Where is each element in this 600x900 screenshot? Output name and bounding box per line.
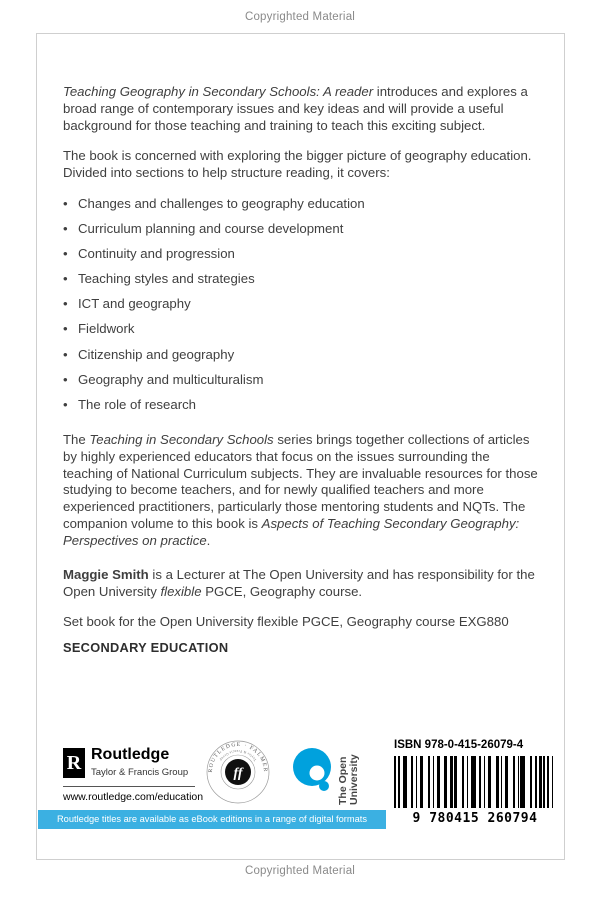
topic-label: Curriculum planning and course development (78, 221, 344, 237)
intro-text: introduces and explores a broad range of contemporary issues and key ideas and will provide a useful background for those teaching and training to teach this exciting subject. (63, 84, 528, 133)
series-lead: The (63, 432, 90, 447)
isbn-label: ISBN 978-0-415-26079-4 (394, 739, 524, 751)
topic-item (63, 296, 541, 313)
topic-label: Geography and multiculturalism (78, 371, 264, 387)
routledge-tagline: Taylor & Francis Group (91, 767, 189, 778)
intro-paragraph (63, 84, 541, 134)
isbn-block (386, 737, 564, 834)
topic-label: Continuity and progression (78, 246, 235, 262)
routledge-wordmark: Routledge (91, 746, 170, 763)
companion-title-italic: Aspects of Teaching Secondary Geography: Perspectives on practice (63, 515, 520, 548)
topic-item (63, 347, 541, 364)
ou-wordmark-line2: University (348, 754, 360, 805)
open-university-wordmark-vertical (338, 745, 360, 805)
topic-item (63, 397, 541, 414)
series-paragraph (63, 432, 541, 550)
routledge-monogram-icon: R (63, 748, 85, 778)
topic-item (63, 372, 541, 389)
ou-wordmark-line1: The Open (337, 756, 349, 805)
topic-label: Fieldwork (78, 321, 135, 337)
overview-paragraph: The book is concerned with exploring the bigger picture of geography education. Divided into sections to help structure reading, it covers: (63, 148, 532, 180)
routledge-url: www.routledge.com/education (63, 791, 204, 803)
copyright-notice-top: Copyrighted Material (244, 11, 356, 23)
author-body-1: is a Lecturer at The Open University and has responsibility for the Open University (63, 567, 535, 599)
flexible-italic: flexible (160, 583, 202, 599)
routledge-falmer-stamp-icon (205, 739, 271, 805)
topic-label: Teaching styles and strategies (78, 271, 255, 287)
routledge-divider (63, 786, 195, 787)
falmer-arc-top-text: ROUTLEDGE · FALMER (207, 741, 269, 773)
topics-list (63, 196, 541, 422)
topic-label: The role of research (78, 396, 197, 412)
author-body-2: PGCE, Geography course. (201, 583, 363, 599)
series-end: . (206, 532, 211, 548)
topic-item (63, 221, 541, 238)
series-title-italic: Teaching in Secondary Schools (89, 432, 274, 447)
topic-label: Citizenship and geography (78, 346, 235, 362)
category-label: SECONDARY EDUCATION (63, 640, 229, 655)
topic-item (63, 321, 541, 338)
book-title-italic: Teaching Geography in Secondary Schools: A reader (63, 84, 374, 99)
open-university-logo-icon (291, 746, 333, 792)
series-body: series brings together collections of articles by highly experienced educators that focus on the issues surrounding the teaching of National Curriculum subjects. They are invaluable resources for those studying to become teachers, and for newly qualified teachers and more experienced practitioners, particularly those mentoring students and NQTs. The companion volume to this book is (63, 432, 538, 531)
topic-label: Changes and challenges to geography education (78, 196, 365, 211)
ebook-banner-text: Routledge titles are available as eBook editions in a range of digital formats (56, 814, 368, 824)
topic-item (63, 246, 541, 263)
falmer-arc-bottom-text: Taylor & Francis Group (218, 748, 258, 762)
isbn-digits: 9 780415 260794 (412, 811, 538, 826)
falmer-monogram: ff (233, 766, 243, 781)
topic-item (63, 196, 541, 213)
author-paragraph (63, 567, 541, 601)
barcode-icon (394, 756, 556, 808)
topic-label: ICT and geography (78, 296, 191, 312)
copyright-notice-bottom: Copyrighted Material (244, 865, 356, 877)
set-book-line: Set book for the Open University flexible PGCE, Geography course EXG880 (63, 614, 509, 629)
cover-panel (36, 33, 565, 860)
topic-item (63, 271, 541, 288)
author-name-bold: Maggie Smith (63, 567, 149, 582)
